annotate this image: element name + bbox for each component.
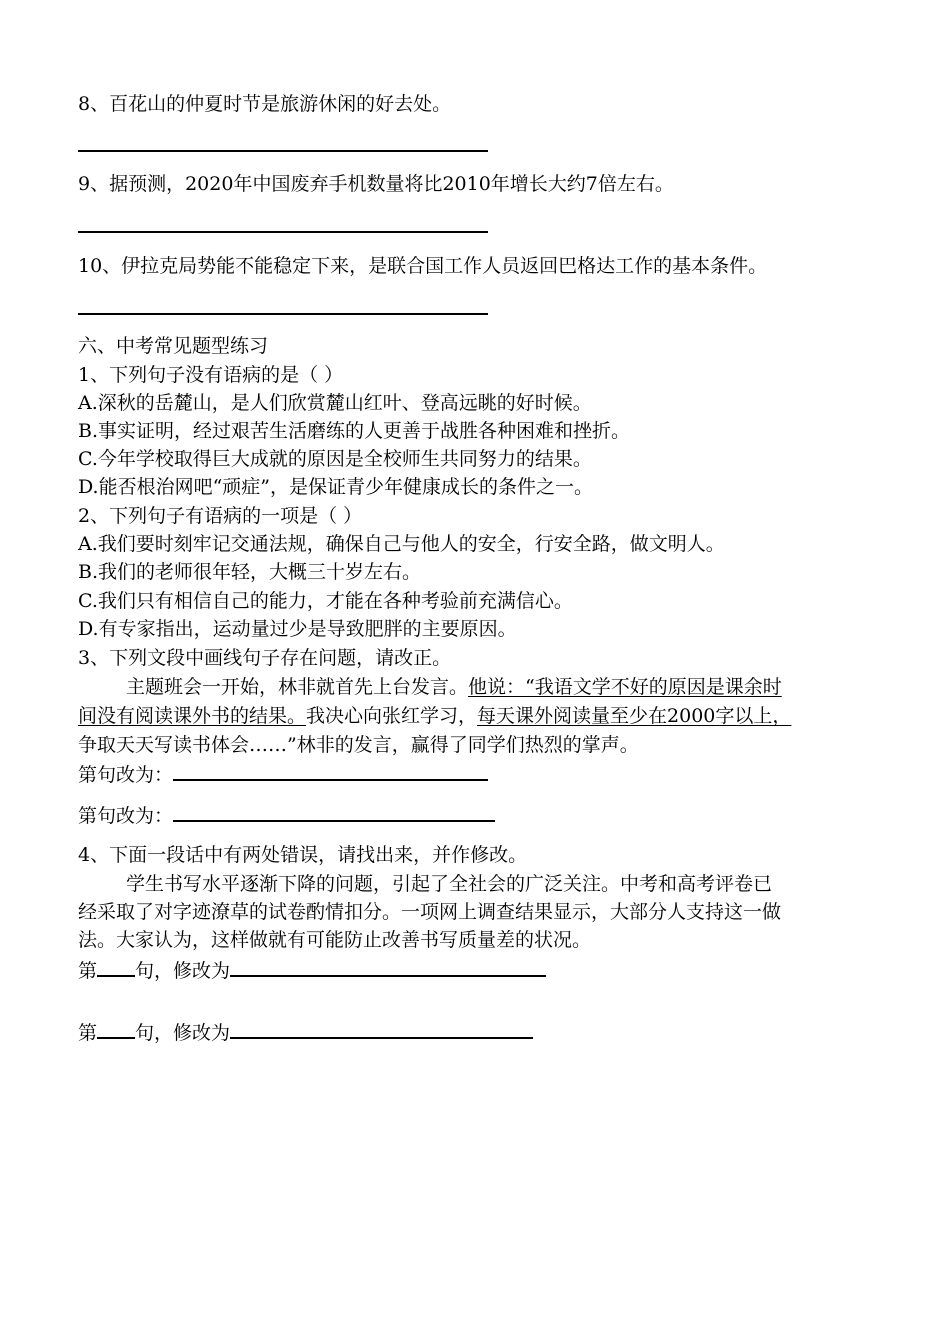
q3-answer-label-2: 第句改为： <box>78 805 174 827</box>
q2-option-c: C.我们只有相信自己的能力，才能在各种考验前充满信心。 <box>78 590 573 612</box>
q3-plain-text: 主题班会一开始，林非就首先上台发言。 <box>126 676 469 698</box>
q1-option-b: B.事实证明，经过艰苦生活磨练的人更善于战胜各种困难和挫折。 <box>78 420 631 442</box>
q4-paragraph-line-3: 法。大家认为，这样做就有可能防止改善书写质量差的状况。 <box>78 929 592 951</box>
section-title: 六、中考常见题型练习 <box>78 335 269 357</box>
item-9: 9、据预测，2020年中国废弃手机数量将比2010年增长大约7倍左右。 <box>78 173 674 195</box>
q4-answer-prefix-2: 第 <box>78 1022 98 1044</box>
q3-answer-blank-1[interactable] <box>173 759 488 781</box>
item-8: 8、百花山的仲夏时节是旅游休闲的好去处。 <box>78 93 452 115</box>
q1-option-c: C.今年学校取得巨大成就的原因是全校师生共同努力的结果。 <box>78 448 592 470</box>
q2-option-d: D.有专家指出，运动量过少是导致肥胖的主要原因。 <box>78 618 517 640</box>
q3-paragraph-line-1 <box>78 673 782 701</box>
q1-option-a: A.深秋的岳麓山，是人们欣赏麓山红叶、登高远眺的好时候。 <box>78 392 592 414</box>
q3-plain-text-2: 我决心向张红学习， <box>306 705 478 727</box>
q3-underlined-sentence-2: 每天课外阅读量至少在2000字以上， <box>477 705 792 727</box>
q3-answer-2 <box>78 800 495 830</box>
q4-answer-suffix-2: 句，修改为 <box>135 1022 231 1044</box>
q2-option-a: A.我们要时刻牢记交通法规，确保自己与他人的安全，行安全路，做文明人。 <box>78 533 725 555</box>
q4-answer-blank-1[interactable] <box>230 955 546 977</box>
q1-option-d: D.能否根治网吧“顽症”，是保证青少年健康成长的条件之一。 <box>78 476 594 498</box>
q4-paragraph-line-2: 经采取了对字迹潦草的试卷酌情扣分。一项网上调查结果显示，大部分人支持这一做 <box>78 901 782 923</box>
item-10: 10、伊拉克局势能不能稳定下来，是联合国工作人员返回巴格达工作的基本条件。 <box>78 255 768 277</box>
q1-stem: 1、下列句子没有语病的是（ ） <box>78 364 344 386</box>
q4-answer-blank-2[interactable] <box>230 1017 533 1039</box>
q4-sentence-number-blank-1[interactable] <box>97 955 135 977</box>
q4-stem: 4、下面一段话中有两处错误，请找出来，并作修改。 <box>78 844 528 866</box>
answer-line-8[interactable] <box>78 150 488 152</box>
q3-paragraph-line-3: 争取天天写读书体会……”林非的发言，赢得了同学们热烈的掌声。 <box>78 734 639 756</box>
q2-stem: 2、下列句子有语病的一项是（ ） <box>78 505 363 527</box>
q4-sentence-number-blank-2[interactable] <box>97 1017 135 1039</box>
q4-answer-prefix-1: 第 <box>78 960 98 982</box>
q2-option-b: B.我们的老师很年轻，大概三十岁左右。 <box>78 561 422 583</box>
q4-answer-2 <box>78 1017 533 1047</box>
q3-answer-blank-2[interactable] <box>173 800 495 822</box>
q3-stem: 3、下列文段中画线句子存在问题，请改正。 <box>78 647 452 669</box>
q3-answer-label-1: 第句改为： <box>78 764 174 786</box>
q4-answer-suffix-1: 句，修改为 <box>135 960 231 982</box>
q4-answer-1 <box>78 955 546 985</box>
q3-answer-1 <box>78 759 488 789</box>
q3-underlined-sentence-1a: 他说：“我语文学不好的原因是课余时 <box>468 676 782 698</box>
answer-line-10[interactable] <box>78 313 488 315</box>
answer-line-9[interactable] <box>78 231 488 233</box>
q3-underlined-sentence-1b: 间没有阅读课外书的结果。 <box>78 705 307 727</box>
q3-paragraph-line-2 <box>78 702 791 730</box>
q4-paragraph-line-1: 学生书写水平逐渐下降的问题，引起了全社会的广泛关注。中考和高考评卷已 <box>126 873 773 895</box>
